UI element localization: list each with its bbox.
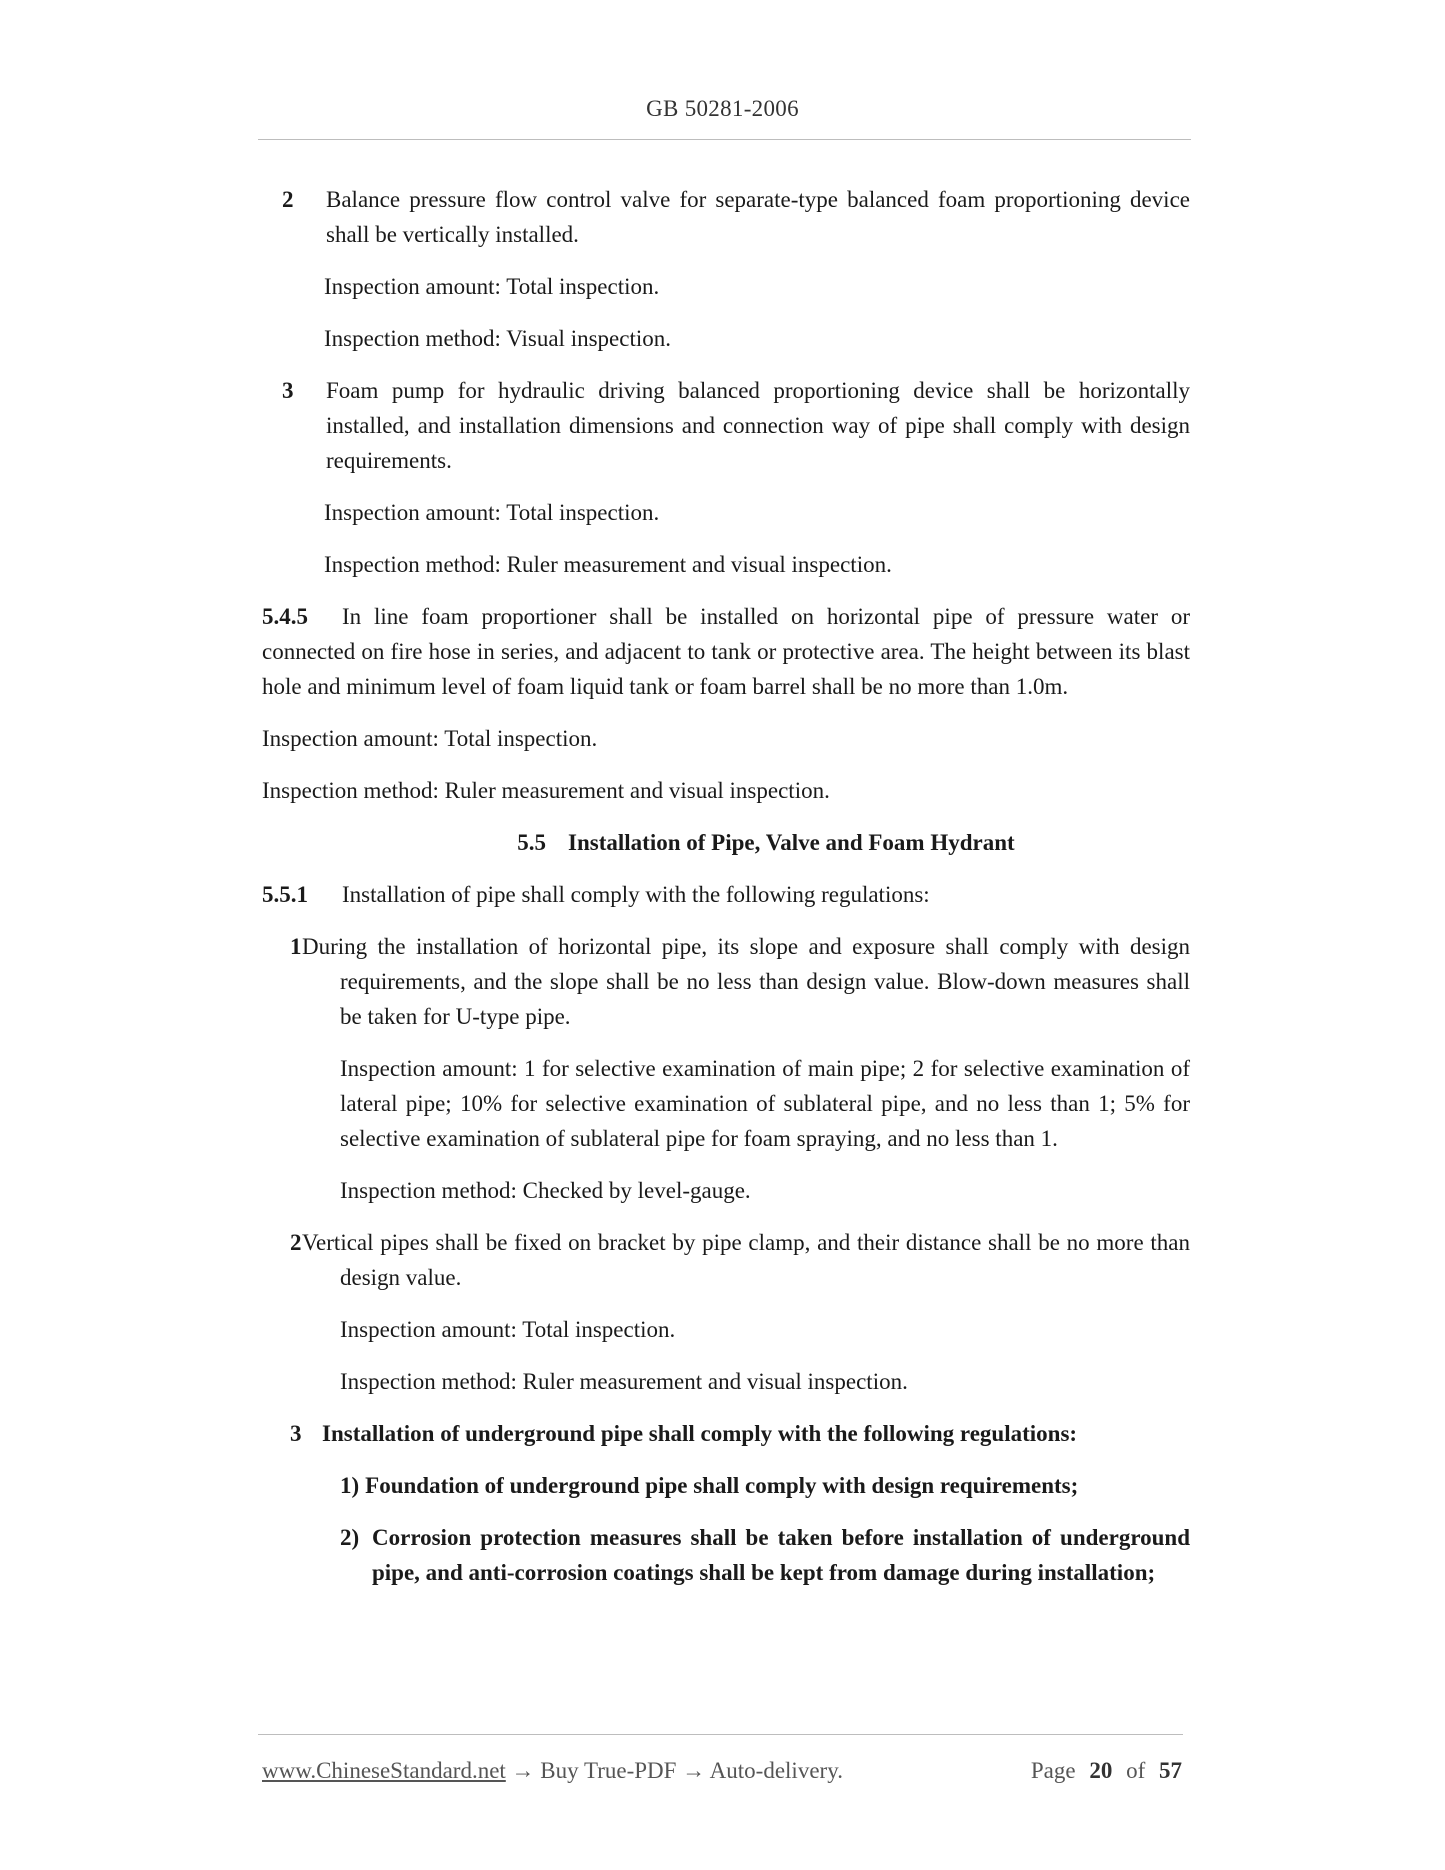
list-item-2-vertical-pipes (290, 1225, 1190, 1295)
inspection-method: Inspection method: Ruler measurement and visual inspection. (324, 552, 892, 577)
clause-5-5-1 (262, 877, 1190, 912)
sub-item-text: Corrosion protection measures shall be taken before installation of underground pipe, and anti-corrosion coatings shall be kept from damage during installation; (372, 1525, 1190, 1585)
arrow-right-icon: → (511, 1758, 535, 1783)
list-item-1-horizontal-pipe (290, 929, 1190, 1034)
item-text: Vertical pipes shall be fixed on bracket by pipe clamp, and their distance shall be no more than design value. (302, 1230, 1190, 1290)
list-item-3-foam-pump (282, 373, 1190, 478)
arrow-right-icon: → (682, 1758, 706, 1783)
sub-item-text: Foundation of underground pipe shall comply with design requirements; (365, 1473, 1079, 1498)
inspection-amount: Inspection amount: Total inspection. (324, 274, 660, 299)
sub-item-number: 2) (340, 1525, 360, 1550)
buy-pdf-text: Buy True-PDF (540, 1758, 677, 1783)
item-number: 3 (290, 1421, 302, 1446)
clause-text: Installation of pipe shall comply with the following regulations: (342, 882, 930, 907)
inspection-amount: Inspection amount: Total inspection. (324, 500, 660, 525)
clause-number: 5.4.5 (262, 604, 308, 629)
standard-number: GB 50281-2006 (646, 96, 799, 121)
page-number: 20 (1089, 1758, 1113, 1783)
inspection-method: Inspection method: Visual inspection. (324, 326, 671, 351)
page-label: Page (1030, 1758, 1076, 1783)
page-header (0, 92, 1445, 126)
list-item-3-underground-pipe (290, 1416, 1190, 1451)
item-number: 2 (282, 187, 294, 212)
item-text: Installation of underground pipe shall comply with the following regulations: (322, 1421, 1078, 1446)
item-text: Balance pressure flow control valve for separate-type balanced foam proportioning device shall be vertically installed. (326, 187, 1190, 247)
inspection-amount: Inspection amount: 1 for selective examination of main pipe; 2 for selective examination of lateral pipe; 10% for selective examination of sublateral pipe, and no less than 1; 5% for selective examination of sublateral pipe for foam spraying, and no less than 1. (340, 1056, 1190, 1151)
page-total: 57 (1159, 1758, 1182, 1783)
footer-left (262, 1754, 843, 1788)
inspection-method: Inspection method: Ruler measurement and visual inspection. (340, 1369, 908, 1394)
inspection-method: Inspection method: Ruler measurement and visual inspection. (262, 778, 830, 803)
clause-5-4-5 (262, 599, 1190, 704)
item-number: 3 (282, 378, 294, 403)
section-heading-5-5 (262, 825, 1190, 860)
sub-item-2-corrosion (340, 1520, 1190, 1590)
section-number: 5.5 (517, 830, 547, 855)
clause-number: 5.5.1 (262, 882, 308, 907)
inspection-amount: Inspection amount: Total inspection. (262, 726, 598, 751)
item-text: Foam pump for hydraulic driving balanced proportioning device shall be horizontally installed, and installation dimensions and connection way of pipe shall comply with design requirements. (326, 378, 1190, 473)
sub-item-number: 1) (340, 1473, 360, 1498)
header-divider (258, 139, 1191, 140)
item-number: 1 (290, 934, 302, 959)
section-title: Installation of Pipe, Valve and Foam Hydrant (568, 830, 1015, 855)
clause-text: In line foam proportioner shall be installed on horizontal pipe of pressure water or connected on fire hose in series, and adjacent to tank or protective area. The height between its blast hole and minimum level of foam liquid tank or foam barrel shall be no more than 1.0m. (262, 604, 1190, 699)
item-number: 2 (290, 1230, 302, 1255)
auto-delivery-text: Auto-delivery. (709, 1758, 843, 1783)
website-link[interactable]: www.ChineseStandard.net (262, 1758, 506, 1783)
inspection-amount: Inspection amount: Total inspection. (340, 1317, 676, 1342)
inspection-method: Inspection method: Checked by level-gauge. (340, 1178, 751, 1203)
list-item-2-balance-valve (282, 182, 1190, 252)
sub-item-1-foundation (340, 1468, 1190, 1503)
footer-divider (258, 1734, 1183, 1735)
page-indicator (1031, 1754, 1182, 1788)
page-content (262, 182, 1190, 1607)
of-label: of (1126, 1758, 1146, 1783)
item-text: During the installation of horizontal pipe, its slope and exposure shall comply with design requirements, and the slope shall be no less than design value. Blow-down measures shall be taken for U-type pipe. (302, 934, 1190, 1029)
